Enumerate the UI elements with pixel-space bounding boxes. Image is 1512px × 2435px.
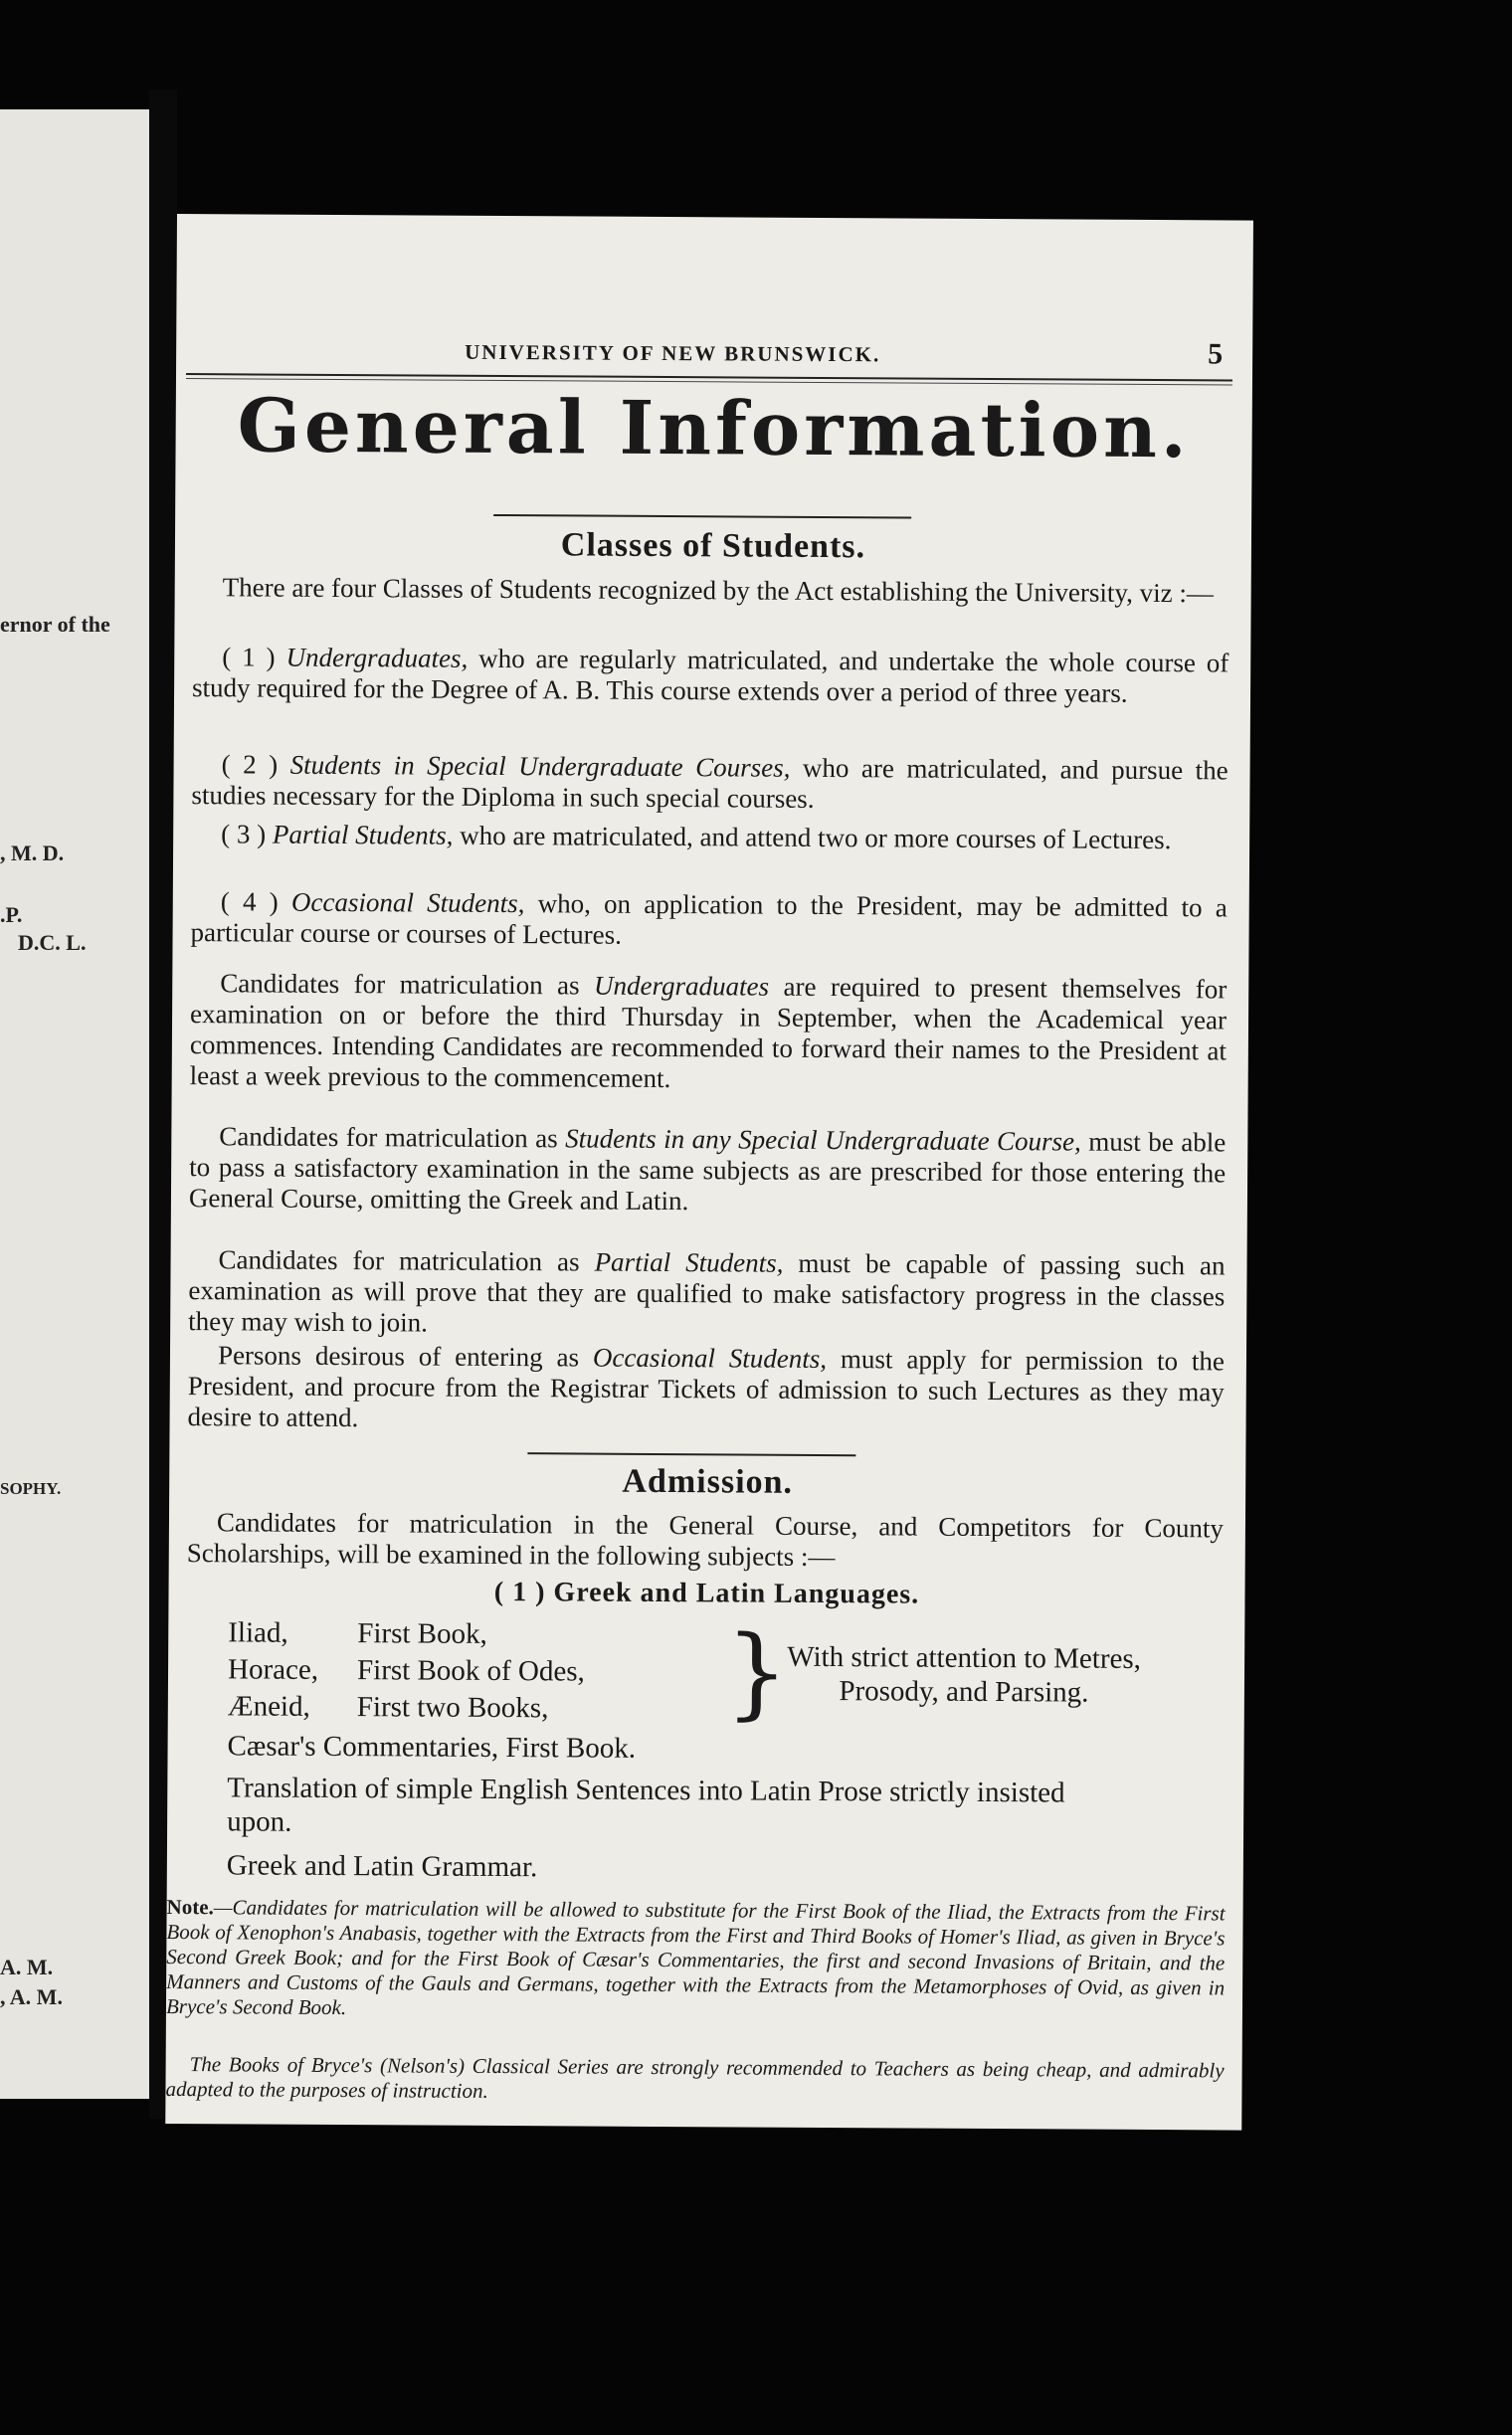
caesar-line: Cæsar's Commentaries, First Book. bbox=[227, 1730, 637, 1765]
brace-note: With strict attention to Metres, Prosody, and Parsing. bbox=[787, 1640, 1142, 1709]
para-text: Candidates for matriculation as bbox=[220, 968, 595, 1001]
special-course-paragraph bbox=[189, 1121, 1227, 1219]
page-title: General Information. bbox=[237, 383, 1191, 475]
occasional-students-paragraph bbox=[188, 1340, 1226, 1438]
book-author: Æneid, bbox=[227, 1690, 310, 1723]
document-page bbox=[165, 214, 1253, 2131]
para-term: Partial Students, bbox=[594, 1246, 784, 1278]
para-text: Candidates for matriculation as bbox=[218, 1244, 595, 1277]
translation-line bbox=[227, 1771, 1134, 1844]
note-label: Note. bbox=[166, 1894, 214, 1920]
item-text: who are matriculated, and pursue the studies necessary for the Diploma in such special courses. bbox=[191, 752, 1228, 814]
para-text: are required to present themselves for examination on or before the third Thursday in September, when the Academical year commences. Intending Candidates are recommended to forward their names to the President at least a week previous to the commencement. bbox=[189, 971, 1228, 1094]
para-text: must be able to pass a satisfactory examination in the same subjects as are prescribed for those entering the General Course, omitting the Greek and Latin. bbox=[188, 1126, 1227, 1217]
book-row bbox=[228, 1688, 685, 1728]
item-number: ( 1 ) bbox=[222, 642, 276, 672]
item-number: ( 2 ) bbox=[221, 749, 279, 780]
item-number: ( 4 ) bbox=[220, 886, 279, 917]
prev-fragment: A. M. bbox=[0, 1955, 54, 1979]
class-item-4 bbox=[190, 886, 1227, 954]
book-part: First two Books, bbox=[356, 1691, 549, 1725]
page-number: 5 bbox=[1208, 337, 1224, 371]
item-text: who are regularly matriculated, and undertake the whole course of study required for the Degree of A. B. This course extends over a period of three years. bbox=[192, 643, 1229, 708]
class-item-3 bbox=[191, 819, 1228, 855]
item-text: who, on application to the President, may be admitted to a particular course or courses of Lectures. bbox=[190, 888, 1228, 950]
para-text: must be capable of passing such an examination as will prove that they are qualified to make satisfactory progress in the classes they may wish to join. bbox=[188, 1247, 1226, 1338]
footnote bbox=[166, 1895, 1226, 2025]
note-text: —Candidates for matriculation will be allowed to substitute for the First Book of the Iliad, the Extracts from the First Book of Xenophon's Anabasis, together with the Extracts from the First and Third Books of Homer's Iliad, as given in Bryce's Second Greek Book; and for the First Book of Cæsar's Commentaries, the first and second Invasions of Britain, and the Manners and Customs of the Gauls and Germans, together with the Extracts from the Metamorphoses of Ovid, as given in Bryce's Second Book. bbox=[165, 1895, 1226, 2020]
book-list bbox=[227, 1613, 1142, 1731]
item-term: Occasional Students, bbox=[290, 886, 525, 919]
class-item-1 bbox=[192, 642, 1228, 709]
prev-fragment: ernor of the bbox=[0, 612, 110, 637]
para-text: Candidates for matriculation as bbox=[219, 1121, 566, 1154]
para-term: Undergraduates bbox=[593, 970, 770, 1002]
item-text: who are matriculated, and attend two or more courses of Lectures. bbox=[453, 820, 1172, 855]
prev-fragment: , A. M. bbox=[0, 1984, 63, 2009]
previous-page-fragment bbox=[0, 109, 149, 2099]
subheading-greek-latin: ( 1 ) Greek and Latin Languages. bbox=[493, 1576, 920, 1610]
item-term: Undergraduates, bbox=[285, 642, 469, 673]
para-text: must apply for permission to the President, and procure from the Registrar Tickets of admission to such Lectures as they may desire to attend. bbox=[187, 1344, 1226, 1433]
book-part: First Book, bbox=[357, 1617, 487, 1650]
footnote-2: The Books of Bryce's (Nelson's) Classical Series are strongly recommended to Teachers as being cheap, and admirably adapted to the purposes of instruction. bbox=[165, 2052, 1225, 2103]
prev-fragment: D.C. L. bbox=[18, 930, 87, 955]
para-text: Persons desirous of entering as bbox=[217, 1340, 594, 1373]
classes-intro: There are four Classes of Students recognized by the Act establishing the University, viz :— bbox=[222, 572, 1215, 609]
section-heading-admission: Admission. bbox=[622, 1462, 794, 1501]
class-item-2 bbox=[191, 749, 1228, 817]
item-term: Partial Students, bbox=[272, 819, 454, 850]
book-row bbox=[228, 1651, 685, 1691]
book-author: Iliad, bbox=[228, 1616, 288, 1649]
translation-text: Translation of simple English Sentences into Latin Prose strictly insisted upon. bbox=[227, 1772, 1065, 1838]
prev-fragment: .P. bbox=[0, 902, 23, 927]
running-head: UNIVERSITY OF NEW BRUNSWICK. bbox=[465, 339, 881, 367]
prev-fragment: , M. D. bbox=[0, 841, 65, 865]
prev-fragment: SOPHY. bbox=[0, 1479, 62, 1498]
book-part: First Book of Odes, bbox=[356, 1654, 585, 1688]
admission-intro: Candidates for matriculation in the General Course, and Competitors for County Scholarships, will be examined in the following subjects :— bbox=[186, 1507, 1225, 1573]
item-term: Students in Special Undergraduate Courses, bbox=[289, 749, 791, 783]
section-heading-classes: Classes of Students. bbox=[560, 526, 866, 566]
brace-glyph: } bbox=[724, 1613, 790, 1731]
item-number: ( 3 ) bbox=[221, 819, 267, 849]
book-row bbox=[228, 1614, 685, 1654]
grammar-line: Greek and Latin Grammar. bbox=[226, 1849, 538, 1884]
para-term: Occasional Students, bbox=[592, 1342, 828, 1375]
header-rule bbox=[186, 373, 1232, 381]
book-author: Horace, bbox=[227, 1653, 319, 1686]
para-term: Students in any Special Undergraduate Course, bbox=[565, 1123, 1081, 1157]
title-rule bbox=[493, 514, 911, 519]
undergraduate-paragraph bbox=[190, 968, 1228, 1097]
section-rule bbox=[527, 1452, 855, 1456]
partial-students-paragraph bbox=[188, 1244, 1226, 1343]
